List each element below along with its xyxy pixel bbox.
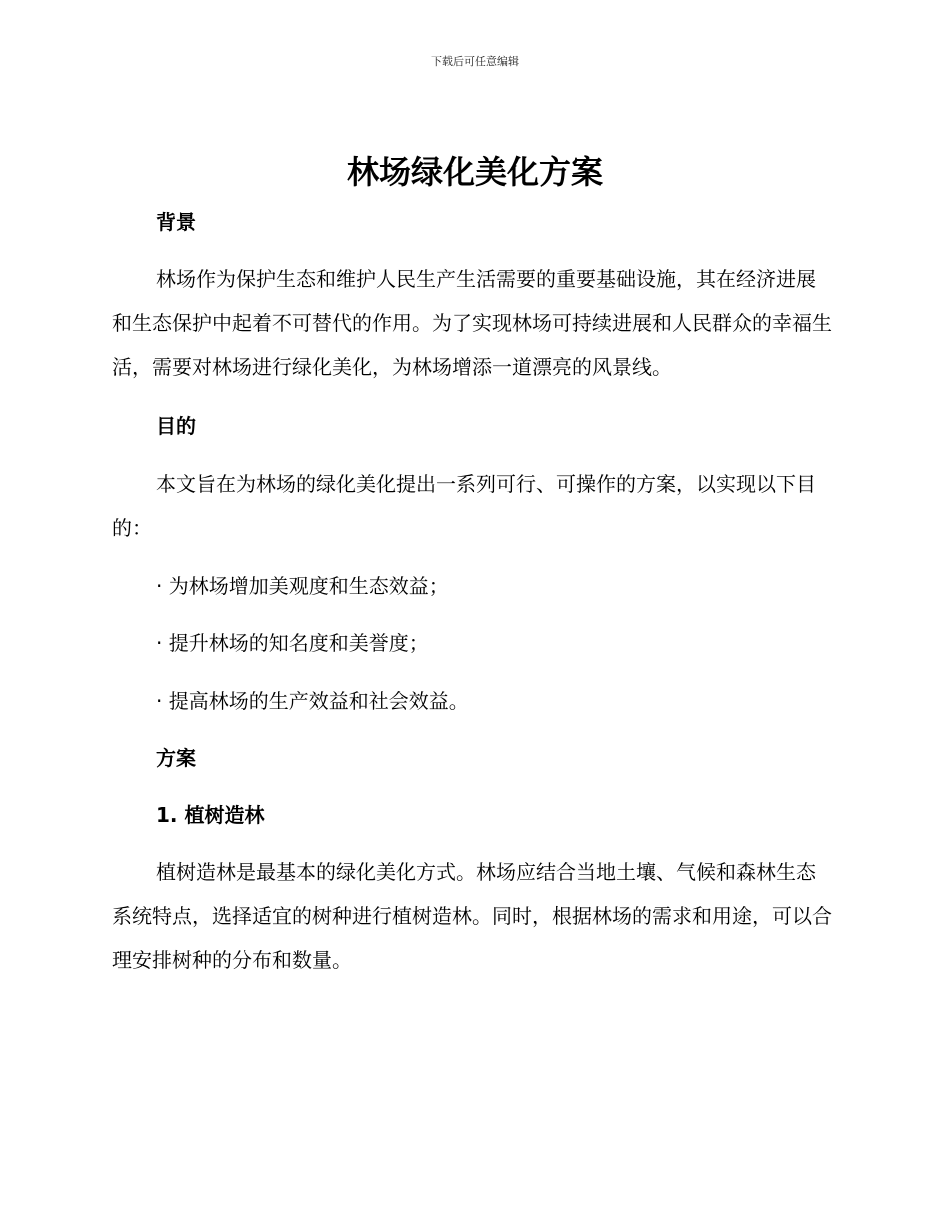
document-title: 林场绿化美化方案 [346,153,603,191]
planting-paragraph: 植树造林是最基本的绿化美化方式。林场应结合当地土壤、气候和森林生态系统特点，选择适宜的树种进行植树造林。同时，根据林场的需求和用途，可以合理安排树种的分布和数量。 [112,860,832,972]
section-heading-plan: 方案 [156,746,196,770]
purpose-bullet-2: · 提升林场的知名度和美誉度； [156,631,429,655]
purpose-bullet-3: · 提高林场的生产效益和社会效益。 [156,689,469,713]
section-heading-purpose: 目的 [156,414,196,438]
subsection-heading-planting: 1. 植树造林 [156,803,265,827]
page-header-watermark: 下载后可任意编辑 [431,55,519,68]
background-paragraph: 林场作为保护生态和维护人民生产生活需要的重要基础设施，其在经济进展和生态保护中起着不可替代的作用。为了实现林场可持续进展和人民群众的幸福生活，需要对林场进行绿化美化，为林场增添一道漂亮的风景线。 [112,267,832,379]
purpose-bullet-1: · 为林场增加美观度和生态效益； [156,574,449,598]
section-heading-background: 背景 [156,210,196,234]
purpose-paragraph: 本文旨在为林场的绿化美化提出一系列可行、可操作的方案，以实现以下目的： [112,472,816,540]
